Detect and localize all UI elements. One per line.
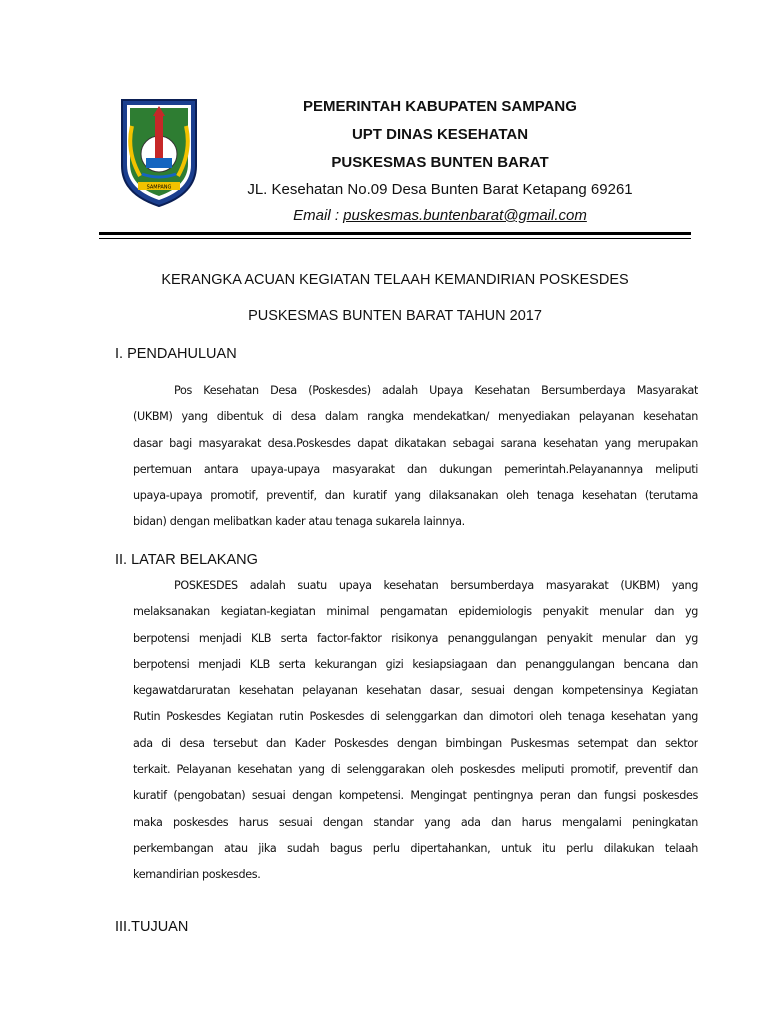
document-title: KERANGKA ACUAN KEGIATAN TELAAH KEMANDIRIAN POSKESDES <box>161 272 629 288</box>
pendahuluan-paragraph <box>133 378 698 536</box>
department-name: UPT DINAS KESEHATAN <box>351 126 529 143</box>
puskesmas-name: PUSKESMAS BUNTEN BARAT <box>331 154 549 171</box>
paragraph-line: dasar bagi masyarakat desa.Poskesdes dapat dikatakan sebagai sarana kesehatan yang merupakan <box>133 436 698 450</box>
letterhead-divider-thin <box>99 238 691 239</box>
letterhead-divider-thick <box>99 232 691 235</box>
paragraph-line: kemandirian poskesdes. <box>133 868 261 882</box>
section-heading-latar-belakang: II. LATAR BELAKANG <box>115 552 258 568</box>
paragraph-line: (UKBM) yang dibentuk di desa dalam rangka mendekatkan/ menyediakan pelayanan kesehatan <box>133 410 698 424</box>
paragraph-line: perkembangan atau jika sudah bagus perlu dipertahankan, untuk itu perlu dilakukan telaah <box>133 841 698 855</box>
paragraph-line: melaksanakan kegiatan-kegiatan minimal pengamatan epidemiologis penyakit menular dan yg <box>133 605 698 619</box>
paragraph-line: berpotensi menjadi KLB serta kekurangan gizi kesiapsiagaan dan penanggulangan bencana dan <box>133 657 698 671</box>
paragraph-line: upaya-upaya promotif, preventif, dan kuratif yang dilaksanakan oleh tenaga kesehatan (terutama <box>133 489 698 503</box>
paragraph-line: maka poskesdes harus sesuai dengan standar yang ada dan harus mengalami peningkatan <box>133 815 698 829</box>
paragraph-line: POSKESDES adalah suatu upaya kesehatan bersumberdaya masyarakat (UKBM) yang <box>174 579 698 592</box>
section-heading-pendahuluan: I. PENDAHULUAN <box>115 346 237 362</box>
email-line <box>200 207 680 224</box>
paragraph-line: bidan) dengan melibatkan kader atau tenaga sukarela lainnya. <box>133 515 465 529</box>
paragraph-line: terkait. Pelayanan kesehatan yang di selenggarakan oleh poskesdes meliputi promotif, preventif dan <box>133 763 698 777</box>
paragraph-line: Pos Kesehatan Desa (Poskesdes) adalah Upaya Kesehatan Bersumberdaya Masyarakat <box>174 384 698 397</box>
paragraph-line: berpotensi menjadi KLB serta factor-faktor risikonya penanggulangan penyakit menular dan yg <box>133 631 698 645</box>
paragraph-line: kegawatdaruratan kesehatan pelayanan kesehatan dasar, sesuai dengan kompetensinya Kegiatan <box>133 684 698 698</box>
paragraph-line: kuratif (pengobatan) sesuai dengan kompetensi. Mengingat pentingnya peran dan fungsi poskesdes <box>133 789 698 803</box>
paragraph-line: Rutin Poskesdes Kegiatan rutin Poskesdes di selenggarkan dan dimotori oleh tenaga kesehatan yang <box>133 710 698 724</box>
email-link[interactable]: puskesmas.buntenbarat@gmail.com <box>343 207 587 224</box>
address: JL. Kesehatan No.09 Desa Bunten Barat Ketapang 69261 <box>247 181 633 198</box>
svg-text:SAMPANG: SAMPANG <box>146 184 172 191</box>
government-name: PEMERINTAH KABUPATEN SAMPANG <box>303 98 577 115</box>
section-heading-tujuan: III.TUJUAN <box>115 919 189 935</box>
paragraph-line: pertemuan antara upaya-upaya masyarakat dan dukungan pemerintah.Pelayanannya meliputi <box>133 462 698 476</box>
kabupaten-sampang-logo <box>118 96 200 208</box>
document-subtitle: PUSKESMAS BUNTEN BARAT TAHUN 2017 <box>248 308 542 324</box>
email-label: Email : <box>293 207 344 224</box>
paragraph-line: ada di desa tersebut dan Kader Poskesdes dengan bimbingan Puskesmas setempat dan sektor <box>133 736 698 750</box>
latar-belakang-paragraph <box>133 573 698 889</box>
